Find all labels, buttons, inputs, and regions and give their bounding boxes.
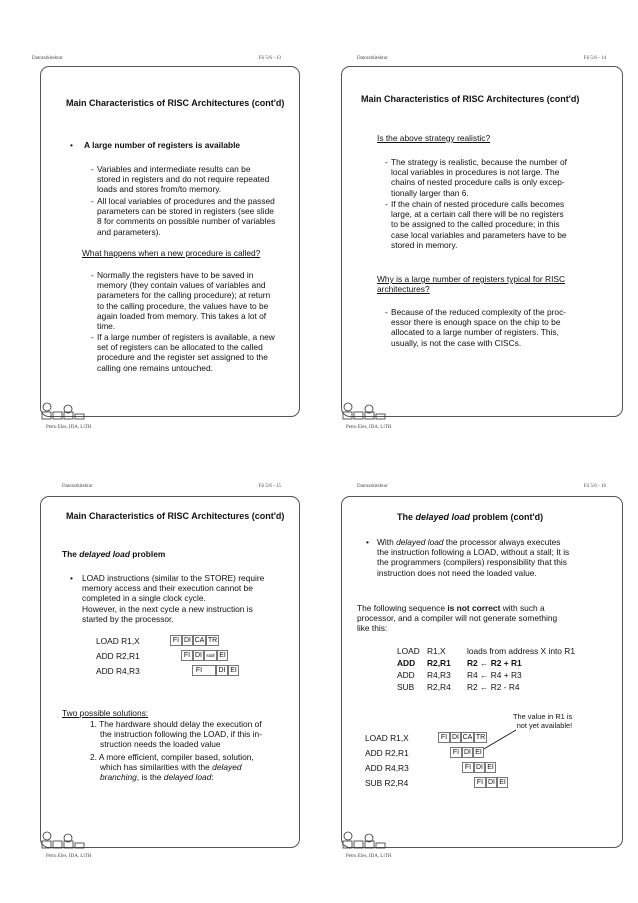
footer: Petru Eles, IDA, LiTH xyxy=(346,425,392,430)
slide-title: Main Characteristics of RISC Architectures (cont'd) xyxy=(361,94,580,104)
pipeline-stage: FI xyxy=(474,777,486,788)
dash-mark: - xyxy=(91,164,94,174)
lith-logo-icon xyxy=(341,831,387,849)
dash-mark: - xyxy=(91,332,94,342)
pipeline-stage: CA xyxy=(194,637,205,644)
item-text: All local variables of procedures and the passed parameters can be stored in registers (see slide 8 for comments on possible number of variables and parameters). xyxy=(97,196,276,237)
seq-op: ADD xyxy=(397,658,416,668)
subtitle: The delayed load problem xyxy=(62,549,166,559)
header-left: Datorarkitektur xyxy=(32,56,63,61)
slide-title: Main Characteristics of RISC Architectures (cont'd) xyxy=(66,98,285,108)
pipeline-stage: FI xyxy=(462,762,474,773)
pipeline-stage: DI xyxy=(452,734,459,741)
item-text: Variables and intermediate results can be stored in registers and do not require repeated loads and stores from/to memory. xyxy=(97,164,270,195)
header-left: Datorarkitektur xyxy=(357,484,388,489)
pipeline-stage: FI xyxy=(438,732,450,743)
footer: Petru Eles, IDA, LiTH xyxy=(46,425,92,430)
lith-logo-icon xyxy=(40,831,86,849)
solutions-heading: Two possible solutions: xyxy=(62,708,149,718)
dash-mark: - xyxy=(91,270,94,280)
bullet-text: LOAD instructions (similar to the STORE) require memory access and their execution cannot be completed in a single clock cycle. However, in the next cycle a new instruction is started by the processor. xyxy=(82,573,265,624)
bullet-text: With delayed load the processor always executes the instruction following a LOAD, without a stall; It is the programmers (compilers) responsibility that this instruction does not need the loaded value. xyxy=(377,537,570,578)
header-left: Datorarkitektur xyxy=(62,484,93,489)
seq-desc: R2 ← R2 - R4 xyxy=(467,682,520,692)
item-text: If a large number of registers is available, a new set of registers can be allocated to the called procedure and the register set assigned to the calling one remains untouched. xyxy=(97,332,275,373)
code-line: LOAD R1,X xyxy=(365,733,409,743)
seq-desc: R4 ← R4 + R3 xyxy=(467,670,522,680)
item-text: Because of the reduced complexity of the proc- essor there is enough space on the chip to be allocated to a large number of registers. This, usually, is not the case with CISCs. xyxy=(391,307,567,348)
code-line: LOAD R1,X xyxy=(96,636,140,646)
dash-mark: - xyxy=(385,307,388,317)
solution-1: 1. The hardware should delay the execution of the instruction following the LOAD, if this in- struction needs the loaded value xyxy=(90,719,262,750)
pipeline-stage: DI xyxy=(195,652,202,659)
question: Why is a large number of registers typical for RISC architectures? xyxy=(377,274,566,295)
pipeline-stage: CA xyxy=(462,734,473,741)
pipeline-stage: EI xyxy=(473,747,484,758)
pipeline-stage: TR xyxy=(207,637,218,644)
seq-args: R2,R4 xyxy=(427,682,451,692)
seq-desc: loads from address X into R1 xyxy=(467,646,575,656)
code-line: SUB R2,R4 xyxy=(365,778,409,788)
dash-mark: - xyxy=(385,199,388,209)
seq-desc: R2 ← R2 + R1 xyxy=(467,658,522,668)
seq-op: ADD xyxy=(397,670,415,680)
code-line: ADD R4,R3 xyxy=(365,763,409,773)
code-line: ADD R2,R1 xyxy=(96,651,140,661)
item-text: The strategy is realistic, because the number of local variables in procedures is not large. The chains of nested procedure calls is only excep- tionally larger than 6. xyxy=(391,157,567,198)
solution-2: 2. A more efficient, compiler based, solution, which has similarities with the delayed branching, is the delayed load: xyxy=(90,752,254,783)
pipeline-stage: FI xyxy=(181,650,193,661)
header-right: Fö 5/6 - 13 xyxy=(258,56,281,61)
bullet-mark: • xyxy=(366,537,369,547)
pipeline-stage: DI xyxy=(488,779,495,786)
pipeline-stage: FI xyxy=(450,747,462,758)
question: Is the above strategy realistic? xyxy=(377,133,491,143)
code-line: ADD R4,R3 xyxy=(96,666,140,676)
bullet-mark: • xyxy=(70,573,73,583)
slide-title: Main Characteristics of RISC Architectures (cont'd) xyxy=(66,511,285,521)
code-line: ADD R2,R1 xyxy=(365,748,409,758)
pipeline-stage: EI xyxy=(217,650,228,661)
pipeline-stage: TR xyxy=(475,734,486,741)
seq-args: R1,X xyxy=(427,646,446,656)
paragraph: The following sequence is not correct with such a processor, and a compiler will not generate something like this: xyxy=(357,603,558,634)
slide-14 xyxy=(319,0,638,451)
slide-15 xyxy=(0,426,319,877)
annotation-note: The value in R1 is not yet available! xyxy=(513,712,573,730)
pipeline-stall: stall xyxy=(204,650,217,661)
pipeline-stage: DI xyxy=(464,749,471,756)
pipeline-stage: FI xyxy=(193,665,205,676)
bullet-text: A large number of registers is available xyxy=(84,140,241,150)
seq-op: SUB xyxy=(397,682,415,692)
header-right: Fö 5/6 - 14 xyxy=(583,56,606,61)
pipeline-stage: DI xyxy=(184,637,191,644)
item-text: If the chain of nested procedure calls becomes large, at a certain call there will be no registers to be assigned to the called procedure; in this case local variables and parameters have to be stored in memory. xyxy=(391,199,567,250)
seq-args: R4,R3 xyxy=(427,670,451,680)
lith-logo-icon xyxy=(341,402,387,420)
header-right: Fö 5/6 - 15 xyxy=(258,484,281,489)
pipeline-stage: EI xyxy=(497,777,508,788)
slide-title: The delayed load problem (cont'd) xyxy=(397,512,544,522)
bullet-mark: • xyxy=(70,140,73,150)
footer: Petru Eles, IDA, LiTH xyxy=(46,854,92,859)
item-text: Normally the registers have to be saved in memory (they contain values of variables and parameters for the calling procedure); at return to the calling procedure, the values have to be again loaded from memory. This takes a lot of time. xyxy=(97,270,271,332)
footer: Petru Eles, IDA, LiTH xyxy=(346,854,392,859)
pipeline-stage: DI xyxy=(216,665,228,676)
slide-16 xyxy=(319,426,638,877)
seq-args: R2,R1 xyxy=(427,658,451,668)
seq-op: LOAD xyxy=(397,646,420,656)
dash-mark: - xyxy=(385,157,388,167)
header-right: Fö 5/6 - 16 xyxy=(583,484,606,489)
dash-mark: - xyxy=(91,196,94,206)
pipeline-stage: EI xyxy=(485,762,496,773)
slide-13 xyxy=(0,0,319,451)
question: What happens when a new procedure is called? xyxy=(82,248,261,258)
header-left: Datorarkitektur xyxy=(357,56,388,61)
pipeline-stage: DI xyxy=(476,764,483,771)
pipeline-stage: FI xyxy=(170,635,182,646)
lith-logo-icon xyxy=(40,402,86,420)
pipeline-stage: EI xyxy=(228,665,239,676)
pipeline-gap-box xyxy=(192,665,216,676)
